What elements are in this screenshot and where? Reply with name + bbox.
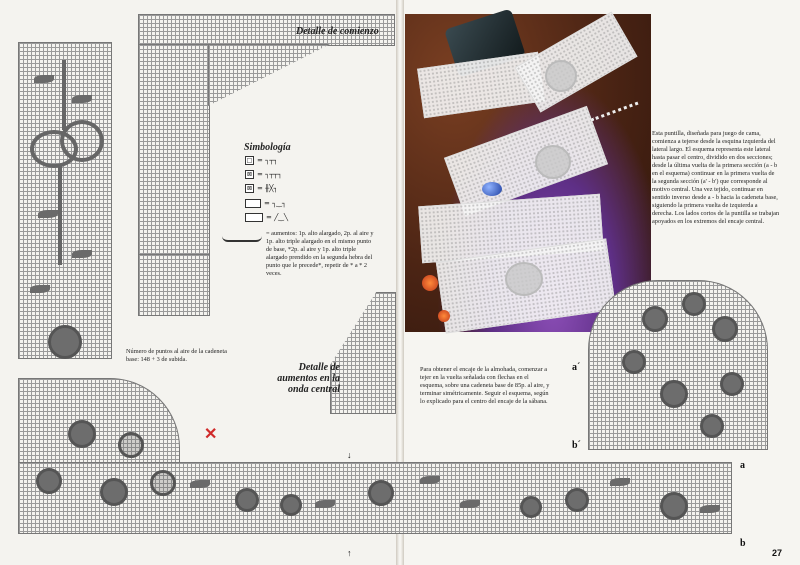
photo-lace-motif [545, 60, 577, 92]
symbol-glyph [245, 213, 263, 222]
symbol-row [245, 199, 286, 211]
leaf-motif [34, 75, 54, 83]
leaf-motif [30, 285, 50, 293]
rose-motif [368, 480, 394, 506]
rose-motif [36, 468, 62, 494]
photo-lace-motif [535, 145, 571, 179]
symbol-text: = ┐‿┐ [264, 199, 287, 208]
symbol-row [245, 213, 288, 225]
start-detail-chart-diagonal [138, 44, 210, 256]
rose-motif [660, 492, 688, 520]
label-b: b [740, 538, 746, 549]
symbol-glyph: ⊠ [246, 185, 253, 192]
pillow-note: Para obtener el encaje de la almohada, comenzar a tejer en la vuelta señalada con flechas en el esquema, sobre una cadeneta base de 85p. al aire, y terminar simétricamente. Seguir el esquema, según lo explicado para el centro del encaje de la sábana. [420, 366, 550, 405]
leaf-motif [190, 480, 210, 488]
leaf-motif [700, 505, 720, 513]
rose-motif [622, 350, 646, 374]
row-arrow-top: ↓ [347, 450, 352, 460]
symbol-glyph: ⊠ [246, 171, 253, 178]
leaf-motif [420, 476, 440, 484]
rose-motif [48, 325, 82, 359]
symbol-row [245, 184, 278, 196]
stem-motif [58, 165, 62, 265]
rose-motif [235, 488, 259, 512]
rose-motif [280, 494, 302, 516]
start-detail-title: Detalle de comienzo [296, 26, 379, 37]
symbols-title: Simbología [244, 142, 291, 153]
symbol-text: = ┐┬┐ [257, 156, 278, 165]
rose-motif [520, 496, 542, 518]
leaf-motif [460, 500, 480, 508]
leaf-motif [72, 250, 92, 258]
increase-detail-title: Detalle de aumentos en la onda central [277, 362, 340, 395]
stem-motif [62, 60, 66, 130]
pillow-chart [588, 280, 768, 450]
rose-motif [682, 292, 706, 316]
symbol-text: = ╫╳┐ [257, 184, 278, 193]
label-b-prime: b´ [572, 440, 581, 451]
rose-motif [642, 306, 668, 332]
symbol-text: = ┐┬┬┐ [257, 170, 282, 179]
rose-motif [660, 380, 688, 408]
leaf-motif [38, 210, 58, 218]
ribbon-motif [60, 120, 104, 162]
leaf-motif [610, 478, 630, 486]
red-x-mark: ✕ [204, 426, 218, 443]
rose-motif [150, 470, 176, 496]
rose-motif [700, 414, 724, 438]
chain-count-note: Número de puntos al aire de la cadeneta base: 148 + 3 de subida. [126, 348, 227, 363]
symbol-glyph [245, 199, 261, 208]
red-rose [438, 310, 450, 322]
blue-egg [482, 182, 502, 196]
rose-motif [712, 316, 738, 342]
increase-stitch-symbol [222, 230, 262, 242]
leaf-motif [72, 95, 92, 103]
symbol-glyph: □ [246, 157, 253, 164]
symbol-row [245, 156, 278, 168]
red-rose [422, 275, 438, 291]
rose-motif [720, 372, 744, 396]
photo-lace-motif [505, 262, 543, 296]
start-detail-chart-lower [138, 254, 210, 316]
label-a-prime: a´ [572, 362, 581, 373]
rose-motif [68, 420, 96, 448]
leaf-motif [315, 500, 335, 508]
rose-motif [100, 478, 128, 506]
row-arrow-bottom: ↑ [347, 548, 352, 558]
page-number: 27 [772, 548, 783, 558]
label-a: a [740, 460, 745, 471]
rose-motif [565, 488, 589, 512]
increase-note: = aumentos: 1p. alto alargado, 2p. al aire y 1p. alto triple alargado en el mismo punto de base, *2p. al aire y 1p. alto triple alargado prendido en la segunda hebra del punto que le precede*, repetir de * a * 2 veces. [266, 230, 374, 277]
symbol-text: = ╱‿╲ [266, 213, 289, 222]
symbol-row [245, 170, 282, 182]
description-text: Esta puntilla, diseñada para juego de cama, comienza a tejerse desde la esquina izquierda del lateral largo. El esquema representa este lateral hasta pasar el centro, dividido en dos secciones; desde la última vuelta de la primera sección (a - b en el esquema) continuar en la primera vuelta de la segunda sección (a' - b') que corresponde al motivo central. Una vez tejido, continuar en sentido inverso desde a - b hacia la cadeneta base, siguiendo la primera vuelta de izquierda a derecha. Los lados cortos de la puntilla se trabajan apoyados en los extremos del encaje central. [652, 130, 780, 225]
rose-motif [118, 432, 144, 458]
